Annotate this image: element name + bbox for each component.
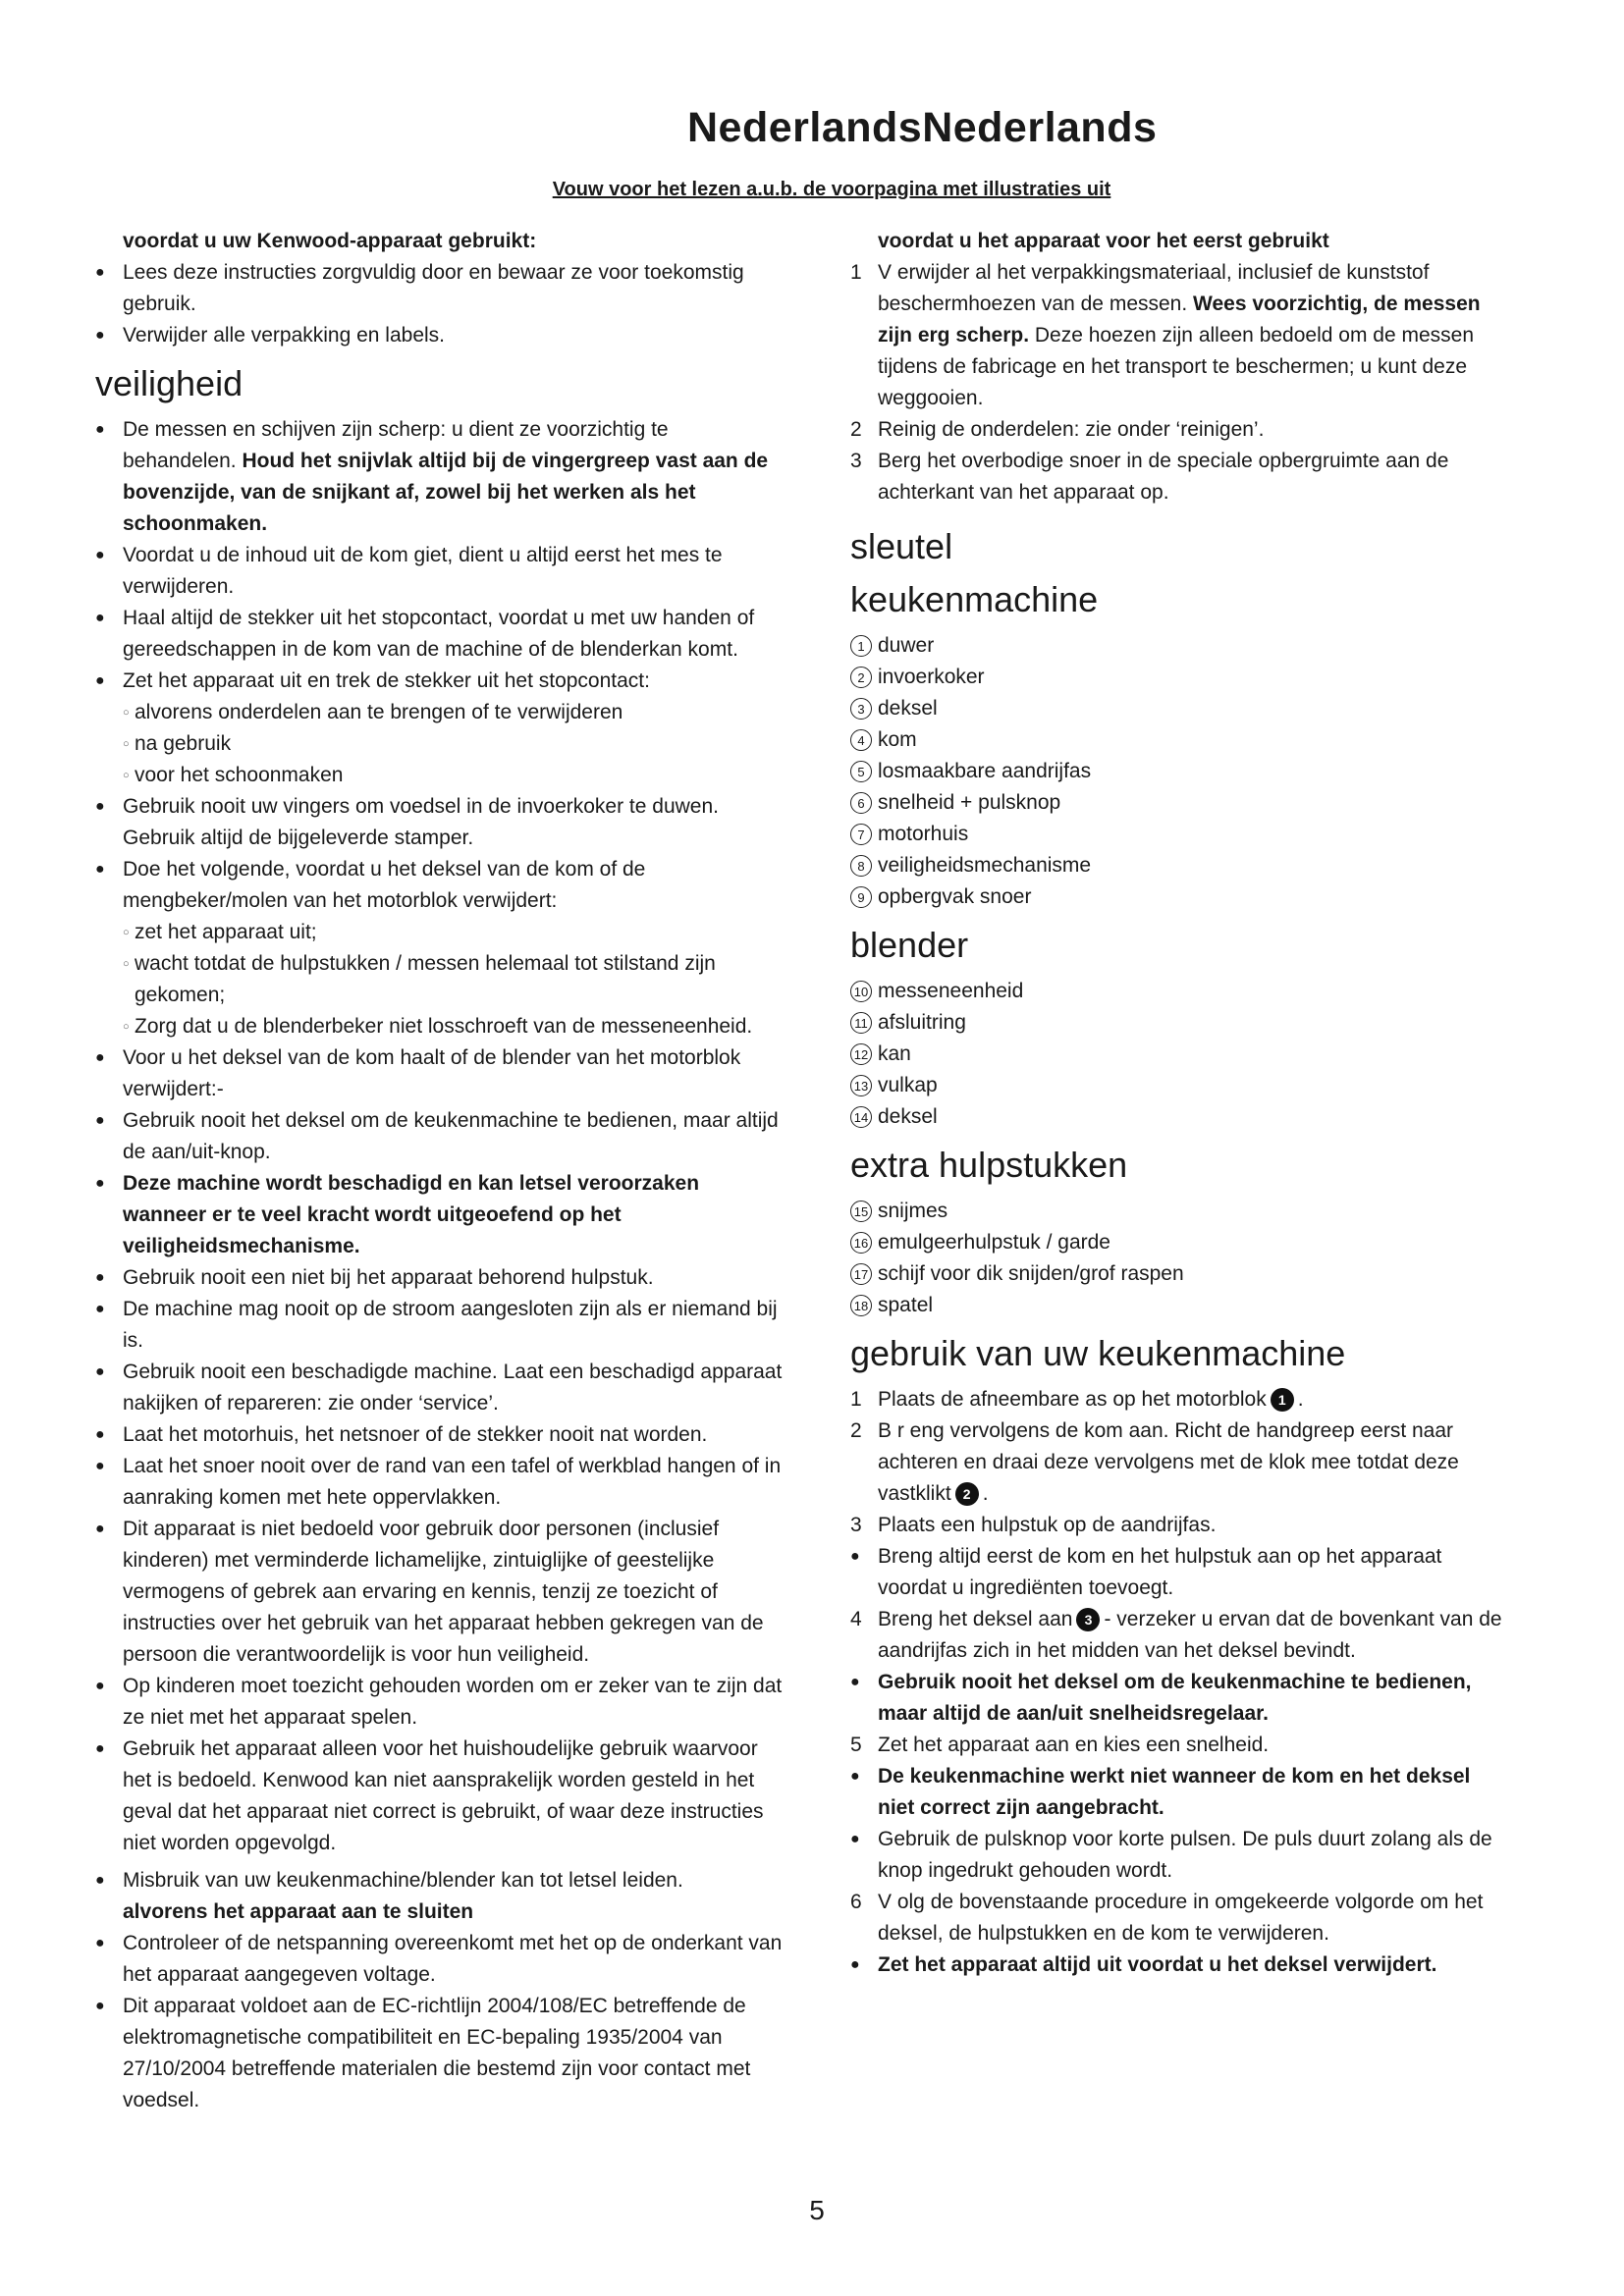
key-number-badge: 16 [850, 1232, 872, 1254]
step-text: B r eng vervolgens de kom aan. Richt de handgreep eerst naar achteren en draai deze vervolgens met de klok mee totdat deze vastklikt [878, 1419, 1459, 1505]
sub-item: ○ Zorg dat u de blenderbeker niet losschroeft van de messeneenheid. [95, 1011, 783, 1042]
key-item [850, 850, 1508, 881]
step-text: V erwijder al het verpakkingsmateriaal, inclusief de kunststof beschermhoezen van de messen. [878, 261, 1430, 315]
key-label: motorhuis [878, 823, 969, 845]
list-item: ● Zet het apparaat altijd uit voordat u het deksel verwijdert. [850, 1949, 1508, 1981]
before-connect-heading: alvorens het apparaat aan te sluiten [123, 1900, 474, 1923]
warning-text: Houd het snijvlak altijd bij de vingergreep vast aan de bovenzijde, van de snijkant af, zowel bij het werken als het schoonmaken. [123, 450, 769, 535]
key-number-badge: 6 [850, 792, 872, 814]
key-number-badge: 12 [850, 1043, 872, 1065]
numbered-step [850, 1384, 1508, 1415]
key-item [850, 1290, 1508, 1321]
step-number: 6 [850, 1891, 862, 1913]
list-item: ● De machine mag nooit op de stroom aangesloten zijn als er niemand bij is. [95, 1294, 783, 1357]
key-item [850, 1227, 1508, 1258]
key-number-badge: 2 [850, 667, 872, 688]
key-item [850, 1258, 1508, 1290]
step-number: 1 [850, 1388, 862, 1411]
numbered-step [850, 1415, 1508, 1510]
processor-heading: keukenmachine [850, 579, 1099, 619]
step-text: Zet het apparaat aan en kies een snelheid. [878, 1734, 1270, 1756]
list-item: ● Zet het apparaat uit en trek de stekker uit het stopcontact: [95, 666, 783, 697]
step-text: Plaats de afneembare as op het motorblok [878, 1388, 1267, 1411]
key-number-badge: 4 [850, 729, 872, 751]
key-label: afsluitring [878, 1011, 966, 1034]
key-label: duwer [878, 634, 935, 657]
list-item: ● Misbruik van uw keukenmachine/blender kan tot letsel leiden. [95, 1865, 783, 1896]
key-item [850, 1196, 1508, 1227]
list-item: ● Gebruik nooit een beschadigde machine. Laat een beschadigd apparaat nakijken of repareren: zie onder ‘service’. [95, 1357, 783, 1419]
key-number-badge: 3 [850, 698, 872, 720]
figure-ref-badge: 1 [1271, 1388, 1294, 1412]
sub-item: ○ na gebruik [95, 728, 783, 760]
step-text: V olg de bovenstaande procedure in omgekeerde volgorde om het deksel, de hulpstukken en de kom te verwijderen. [878, 1891, 1484, 1945]
item-text: De messen en schijven zijn scherp: u dient ze voorzichtig te behandelen. [123, 418, 669, 472]
key-number-badge: 10 [850, 981, 872, 1002]
numbered-step [850, 1510, 1508, 1541]
key-item [850, 1101, 1508, 1133]
key-label: schijf voor dik snijden/grof raspen [878, 1262, 1184, 1285]
key-number-badge: 5 [850, 761, 872, 782]
blender-parts-list [850, 976, 1508, 1133]
step-number: 4 [850, 1608, 862, 1630]
key-number-badge: 13 [850, 1075, 872, 1096]
key-item [850, 881, 1508, 913]
list-item: ● Gebruik nooit het deksel om de keukenmachine te bedienen, maar altijd de aan/uit snelheidsregelaar. [850, 1667, 1508, 1730]
list-item: ● De keukenmachine werkt niet wanneer de kom en het deksel niet correct zijn aangebracht. [850, 1761, 1508, 1824]
key-label: emulgeerhulpstuk / garde [878, 1231, 1110, 1254]
fold-out-note: Vouw voor het lezen a.u.b. de voorpagina met illustraties uit [552, 179, 1111, 200]
key-item [850, 1070, 1508, 1101]
key-item [850, 756, 1508, 787]
key-number-badge: 18 [850, 1295, 872, 1316]
step-text: Berg het overbodige snoer in de speciale opbergruimte aan de achterkant van het apparaat op. [878, 450, 1449, 504]
key-number-badge: 8 [850, 855, 872, 877]
sub-item: ○ zet het apparaat uit; [95, 917, 783, 948]
right-column [850, 226, 1508, 1981]
step-text: Breng het deksel aan [878, 1608, 1073, 1630]
step-text: - verzeker u ervan dat de bovenkant van de aandrijfas zich in het midden van het deksel bevindt. [878, 1608, 1502, 1662]
step-number: 5 [850, 1734, 862, 1756]
list-item: ● Dit apparaat voldoet aan de EC-richtlijn 2004/108/EC betreffende de elektromagnetische compatibiliteit en EC-bepaling 1935/2004 van 27/10/2004 betreffende materialen die bestemd zijn voor contact met voedsel. [95, 1991, 783, 2116]
figure-ref-badge: 3 [1076, 1608, 1100, 1631]
numbered-step [850, 1887, 1508, 1949]
key-label: snijmes [878, 1200, 948, 1222]
warning-text: Wees voorzichtig, de messen zijn erg scherp. [878, 293, 1481, 347]
key-item [850, 787, 1508, 819]
numbered-step [850, 1730, 1508, 1761]
key-item [850, 976, 1508, 1007]
key-item [850, 662, 1508, 693]
key-label: kom [878, 728, 917, 751]
safety-heading: veiligheid [95, 363, 244, 403]
list-item: ● Laat het motorhuis, het netsnoer of de stekker nooit nat worden. [95, 1419, 783, 1451]
list-item: ● Breng altijd eerst de kom en het hulpstuk aan op het apparaat voordat u ingrediënten toevoegt. [850, 1541, 1508, 1604]
key-label: kan [878, 1042, 911, 1065]
key-label: snelheid + pulsknop [878, 791, 1061, 814]
key-label: spatel [878, 1294, 934, 1316]
key-number-badge: 1 [850, 635, 872, 657]
left-column [95, 226, 783, 2116]
key-item [850, 819, 1508, 850]
list-item: ● Voor u het deksel van de kom haalt of de blender van het motorblok verwijdert:- [95, 1042, 783, 1105]
processor-parts-list [850, 630, 1508, 913]
key-item [850, 693, 1508, 724]
list-item: ● Verwijder alle verpakking en labels. [95, 320, 783, 351]
list-item: ● Dit apparaat is niet bedoeld voor gebruik door personen (inclusief kinderen) met verminderde lichamelijke, zintuiglijke of geestelijke vermogens of gebrek aan ervaring en kennis, tenzij ze toezicht of instructies over het gebruik van het apparaat hebben gekregen van de persoon die verantwoordelijk is voor hun veiligheid. [95, 1514, 783, 1671]
figure-ref-badge: 2 [955, 1482, 979, 1506]
list-item: ● Gebruik nooit een niet bij het apparaat behorend hulpstuk. [95, 1262, 783, 1294]
sub-item: ○ wacht totdat de hulpstukken / messen helemaal tot stilstand zijn gekomen; [95, 948, 783, 1011]
sub-item: ○ voor het schoonmaken [95, 760, 783, 791]
key-number-badge: 9 [850, 886, 872, 908]
step-text: Reinig de onderdelen: zie onder ‘reinigen’. [878, 418, 1265, 441]
list-item: ● Laat het snoer nooit over de rand van een tafel of werkblad hangen of in aanraking komen met hete oppervlakken. [95, 1451, 783, 1514]
list-item: ● Haal altijd de stekker uit het stopcontact, voordat u met uw handen of gereedschappen in de kom van de machine of de blenderkan komt. [95, 603, 783, 666]
key-label: veiligheidsmechanisme [878, 854, 1092, 877]
extras-heading: extra hulpstukken [850, 1145, 1128, 1185]
key-label: vulkap [878, 1074, 938, 1096]
list-item: ● Gebruik het apparaat alleen voor het huishoudelijke gebruik waarvoor het is bedoeld. Kenwood kan niet aansprakelijk worden gesteld in het geval dat het apparaat niet correct is gebruikt, of waar deze instructies niet worden opgevolgd. [95, 1734, 783, 1859]
key-label: deksel [878, 1105, 938, 1128]
blender-heading: blender [850, 925, 969, 965]
usage-heading: gebruik van uw keukenmachine [850, 1333, 1346, 1373]
page-title: NederlandsNederlands [687, 104, 1158, 151]
step-text: Plaats een hulpstuk op de aandrijfas. [878, 1514, 1217, 1536]
sub-item: ○ alvorens onderdelen aan te brengen of te verwijderen [95, 697, 783, 728]
numbered-step [850, 446, 1508, 508]
key-label: losmaakbare aandrijfas [878, 760, 1092, 782]
key-item [850, 1007, 1508, 1039]
key-label: messeneenheid [878, 980, 1024, 1002]
step-text: . [1297, 1388, 1304, 1411]
numbered-step [850, 1604, 1508, 1667]
numbered-step [850, 414, 1508, 446]
list-item: ● Op kinderen moet toezicht gehouden worden om er zeker van te zijn dat ze niet met het apparaat spelen. [95, 1671, 783, 1734]
key-number-badge: 17 [850, 1263, 872, 1285]
list-item: ● Gebruik de pulsknop voor korte pulsen. De puls duurt zolang als de knop ingedrukt gehouden wordt. [850, 1824, 1508, 1887]
step-number: 3 [850, 450, 862, 472]
before-use-heading: voordat u uw Kenwood-apparaat gebruikt: [123, 230, 537, 252]
key-label: invoerkoker [878, 666, 985, 688]
extras-parts-list [850, 1196, 1508, 1321]
key-number-badge: 7 [850, 824, 872, 845]
list-item: ● Lees deze instructies zorgvuldig door en bewaar ze voor toekomstig gebruik. [95, 257, 783, 320]
first-use-heading: voordat u het apparaat voor het eerst gebruikt [878, 230, 1329, 252]
list-item: ● Doe het volgende, voordat u het deksel van de kom of de mengbeker/molen van het motorblok verwijdert: [95, 854, 783, 917]
step-number: 2 [850, 418, 862, 441]
key-label: deksel [878, 697, 938, 720]
key-number-badge: 11 [850, 1012, 872, 1034]
key-number-badge: 14 [850, 1106, 872, 1128]
step-number: 3 [850, 1514, 862, 1536]
list-item: ● Gebruik nooit uw vingers om voedsel in de invoerkoker te duwen. Gebruik altijd de bijgeleverde stamper. [95, 791, 783, 854]
list-item: ● Gebruik nooit het deksel om de keukenmachine te bedienen, maar altijd de aan/uit-knop. [95, 1105, 783, 1168]
list-item: ● Deze machine wordt beschadigd en kan letsel veroorzaken wanneer er te veel kracht wordt uitgeoefend op het veiligheidsmechanisme. [95, 1168, 783, 1262]
key-heading: sleutel [850, 526, 953, 566]
step-text: . [982, 1482, 989, 1505]
step-number: 1 [850, 261, 862, 284]
key-number-badge: 15 [850, 1201, 872, 1222]
step-number: 2 [850, 1419, 862, 1442]
page-number: 5 [809, 2195, 825, 2225]
key-item [850, 724, 1508, 756]
list-item [95, 414, 783, 540]
numbered-step [850, 257, 1508, 414]
list-item: ● Voordat u de inhoud uit de kom giet, dient u altijd eerst het mes te verwijderen. [95, 540, 783, 603]
step-text: Deze hoezen zijn alleen bedoeld om de messen tijdens de fabricage en het transport te beschermen; u kunt deze weggooien. [878, 324, 1475, 409]
key-item [850, 630, 1508, 662]
key-item [850, 1039, 1508, 1070]
list-item: ● Controleer of de netspanning overeenkomt met het op de onderkant van het apparaat aangegeven voltage. [95, 1928, 783, 1991]
key-label: opbergvak snoer [878, 885, 1032, 908]
